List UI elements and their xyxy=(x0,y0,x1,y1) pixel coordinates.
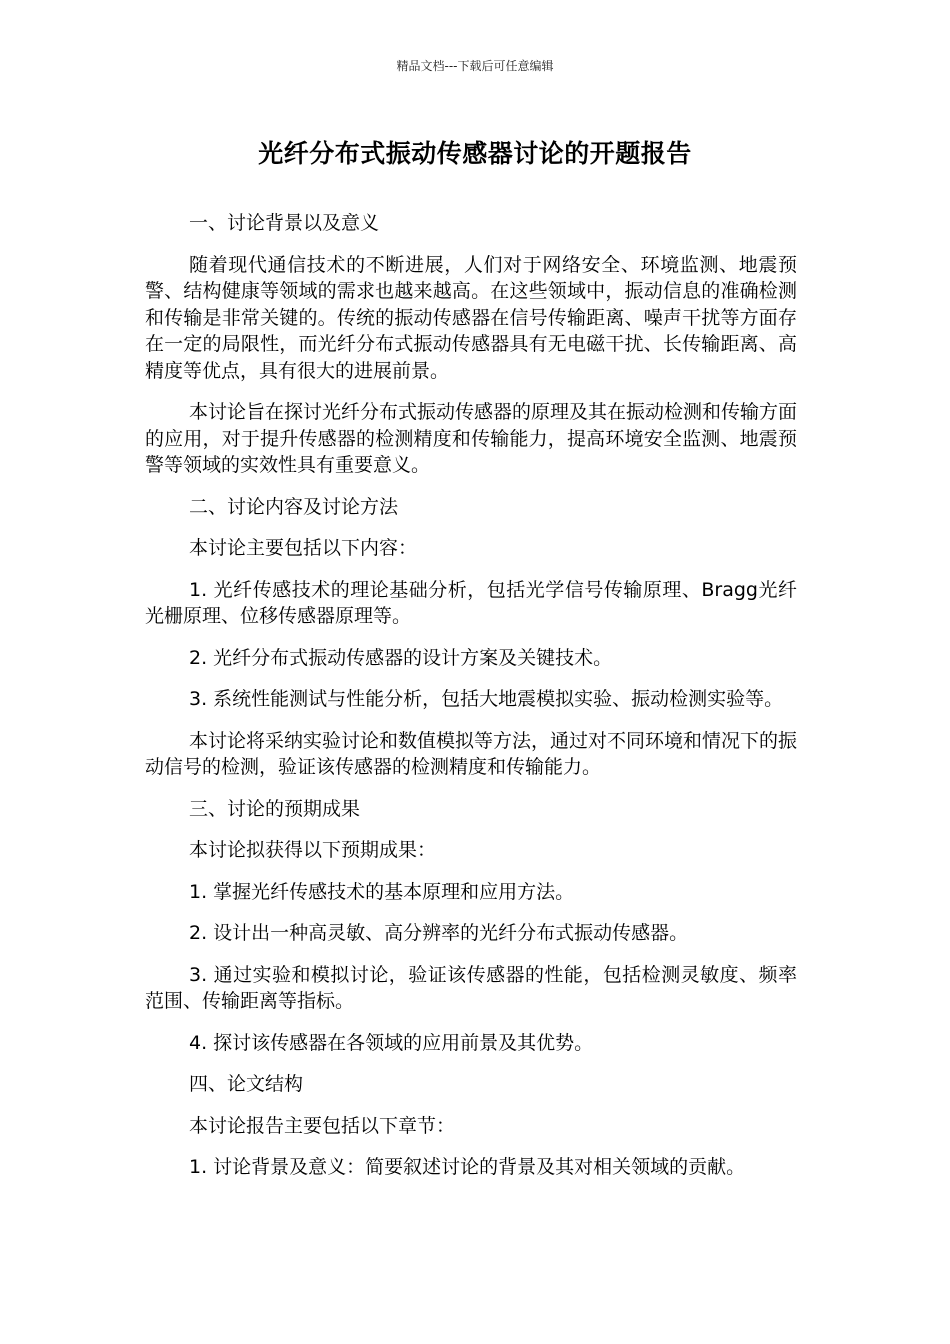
paragraph-background: 随着现代通信技术的不断进展，人们对于网络安全、环境监测、地震预警、结构健康等领域的需求也越来越高。在这些领域中，振动信息的准确检测和传输是非常关键的。传统的振动传感器在信号传输距离、噪声干扰等方面存在一定的局限性，而光纤分布式振动传感器具有无电磁干扰、长传输距离、高精度等优点，具有很大的进展前景。 xyxy=(145,253,797,382)
list-item-outcome-3: 3. 通过实验和模拟讨论，验证该传感器的性能，包括检测灵敏度、频率范围、传输距离等指标。 xyxy=(145,963,797,1012)
section-heading-3: 三、讨论的预期成果 xyxy=(189,797,361,820)
list-item-content-2: 2. 光纤分布式振动传感器的设计方案及关键技术。 xyxy=(189,646,613,669)
document-body xyxy=(145,210,797,1196)
paragraph-significance: 本讨论旨在探讨光纤分布式振动传感器的原理及其在振动检测和传输方面的应用，对于提升传感器的检测精度和传输能力，提高环境安全监测、地震预警等领域的实效性具有重要意义。 xyxy=(145,401,798,476)
header-note: 精品文档---下载后可任意编辑 xyxy=(396,59,554,73)
section-heading-1: 一、讨论背景以及意义 xyxy=(189,212,380,234)
list-item-content-3: 3. 系统性能测试与性能分析，包括大地震模拟实验、振动检测实验等。 xyxy=(189,688,784,710)
paragraph-outcomes-intro: 本讨论拟获得以下预期成果： xyxy=(189,839,437,861)
paragraph-content-intro: 本讨论主要包括以下内容： xyxy=(189,537,418,559)
paragraph-method: 本讨论将采纳实验讨论和数值模拟等方法，通过对不同环境和情况下的振动信号的检测，验证该传感器的检测精度和传输能力。 xyxy=(145,729,798,778)
document-title: 光纤分布式振动传感器讨论的开题报告 xyxy=(258,139,692,168)
list-item-outcome-4: 4. 探讨该传感器在各领域的应用前景及其优势。 xyxy=(189,1031,594,1054)
list-item-structure-1: 1. 讨论背景及意义：简要叙述讨论的背景及其对相关领域的贡献。 xyxy=(189,1156,746,1178)
list-item-outcome-2: 2. 设计出一种高灵敏、高分辨率的光纤分布式振动传感器。 xyxy=(189,922,689,944)
paragraph-structure-intro: 本讨论报告主要包括以下章节： xyxy=(189,1114,456,1137)
list-item-content-1: 1. 光纤传感技术的理论基础分析，包括光学信号传输原理、Bragg光纤光栅原理、位移传感器原理等。 xyxy=(145,578,797,627)
section-heading-4: 四、论文结构 xyxy=(189,1073,304,1095)
list-item-outcome-1: 1. 掌握光纤传感技术的基本原理和应用方法。 xyxy=(189,880,575,903)
section-heading-2: 二、讨论内容及讨论方法 xyxy=(189,495,399,518)
